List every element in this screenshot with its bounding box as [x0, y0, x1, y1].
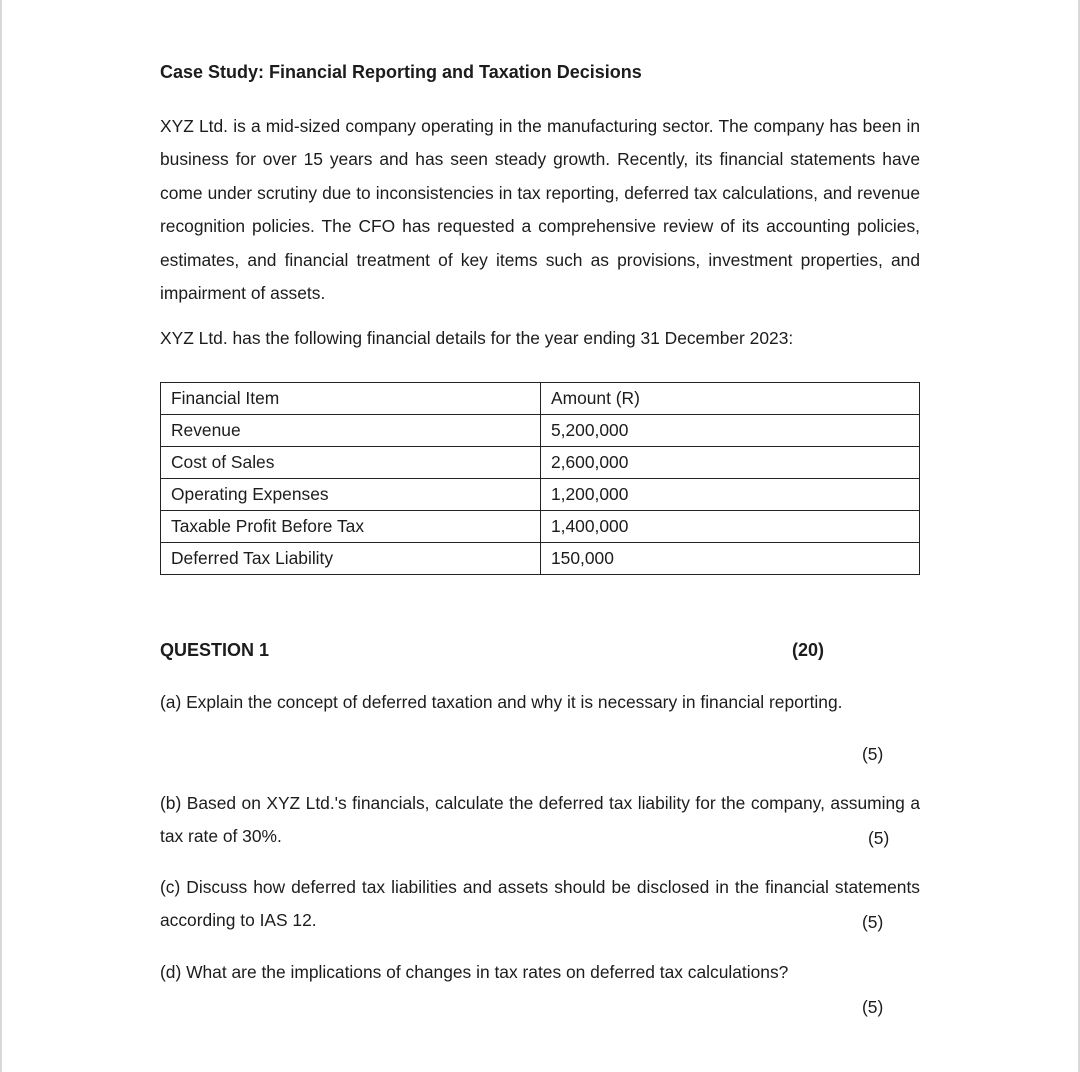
table-cell-item: Deferred Tax Liability — [161, 543, 541, 575]
table-cell-amount: 1,400,000 — [541, 511, 920, 543]
table-row — [161, 511, 920, 543]
question-part-c: (c) Discuss how deferred tax liabilities and assets should be disclosed in the financial statements according to IAS 12. — [160, 877, 920, 931]
table-cell-amount: 5,200,000 — [541, 415, 920, 447]
table-cell-amount: 150,000 — [541, 543, 920, 575]
table-cell-amount: 2,600,000 — [541, 447, 920, 479]
table-cell-amount: 1,200,000 — [541, 479, 920, 511]
table-cell-item: Cost of Sales — [161, 447, 541, 479]
financial-details-intro: XYZ Ltd. has the following financial details for the year ending 31 December 2023: — [160, 328, 794, 348]
table-row — [161, 415, 920, 447]
question-part-d: (d) What are the implications of changes in tax rates on deferred tax calculations? — [160, 962, 789, 982]
table-row — [161, 543, 920, 575]
question-total-marks: (20) — [792, 640, 825, 660]
question-part-b-marks: (5) — [868, 828, 890, 848]
financial-table — [160, 382, 920, 575]
question-part-a: (a) Explain the concept of deferred taxation and why it is necessary in financial reporting. — [160, 692, 843, 712]
table-header-cell: Financial Item — [161, 383, 541, 415]
table-header-cell: Amount (R) — [541, 383, 920, 415]
table-cell-item: Revenue — [161, 415, 541, 447]
table-header-row — [161, 383, 920, 415]
question-part-c-marks: (5) — [862, 912, 884, 932]
table-row — [161, 447, 920, 479]
question-heading: QUESTION 1 — [160, 640, 270, 660]
table-cell-item: Operating Expenses — [161, 479, 541, 511]
table-row — [161, 479, 920, 511]
page-edge-left — [0, 0, 2, 1072]
table-cell-item: Taxable Profit Before Tax — [161, 511, 541, 543]
question-part-b: (b) Based on XYZ Ltd.'s financials, calculate the deferred tax liability for the company, assuming a tax rate of 30%. — [160, 793, 920, 847]
question-part-a-marks: (5) — [862, 744, 884, 764]
document-title: Case Study: Financial Reporting and Taxation Decisions — [160, 62, 642, 82]
intro-paragraph: XYZ Ltd. is a mid-sized company operating in the manufacturing sector. The company has been in business for over 15 years and has seen steady growth. Recently, its financial statements have come under scrutiny due to inconsistencies in tax reporting, deferred tax calculations, and revenue recognition policies. The CFO has requested a comprehensive review of its accounting policies, estimates, and financial treatment of key items such as provisions, investment properties, and impairment of assets. — [160, 116, 920, 304]
question-part-d-marks: (5) — [862, 997, 884, 1017]
